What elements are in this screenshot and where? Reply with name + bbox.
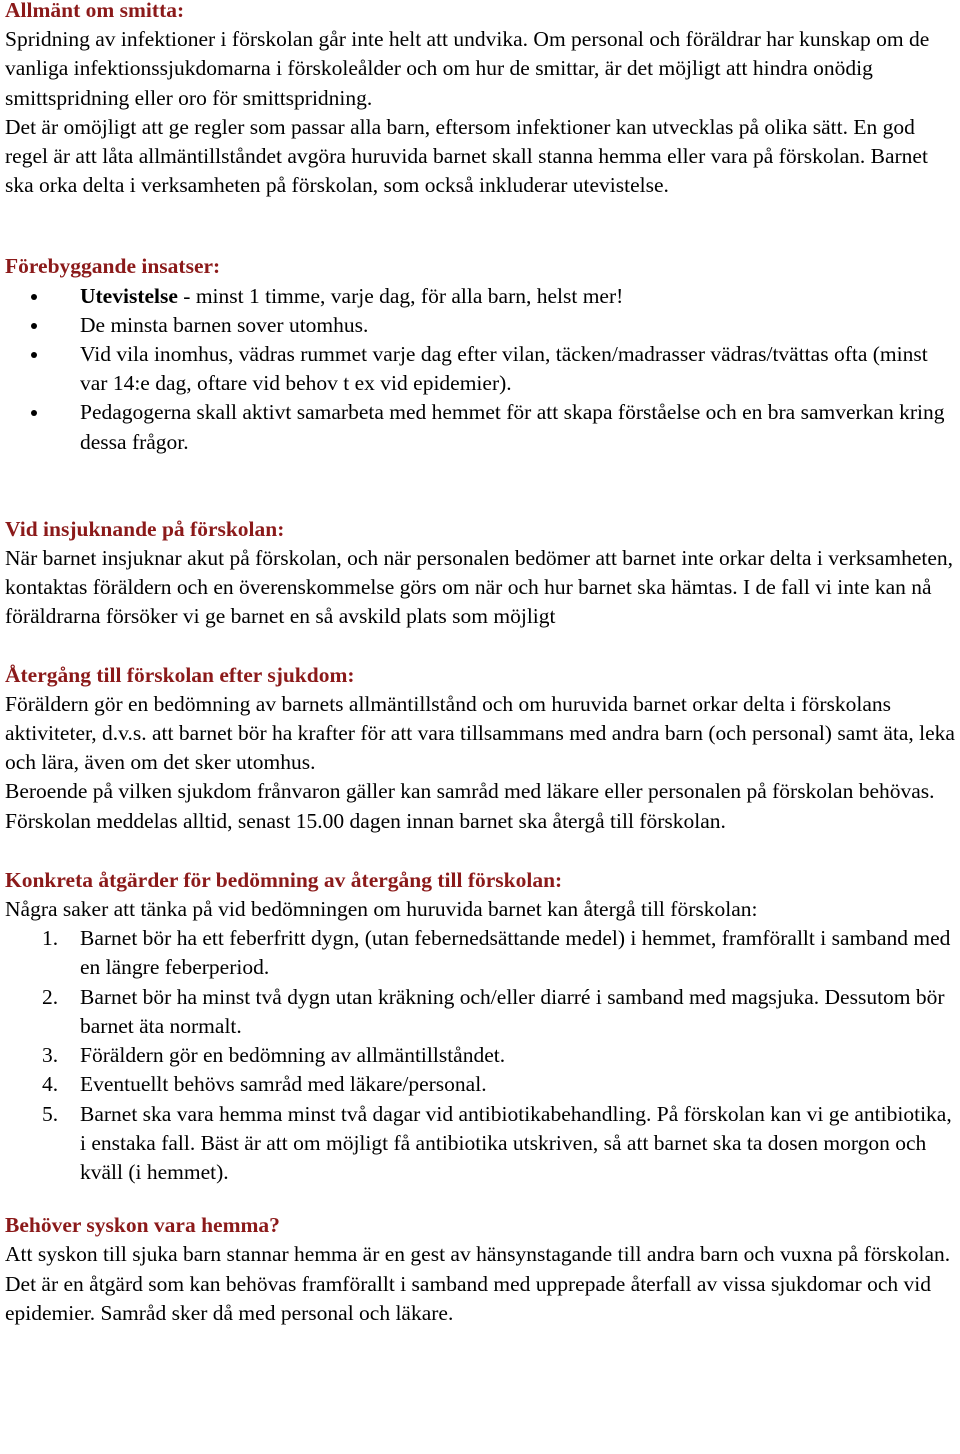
bullet-icon <box>31 352 37 358</box>
list-item-text: De minsta barnen sover utomhus. <box>80 312 369 337</box>
paragraph-siblings-epidemics: Det är en åtgärd som kan behövas framförallt i samband med upprepade återfall av vissa sjukdomar och vid epidemier. Samråd sker då med personal och läkare. <box>5 1271 931 1325</box>
list-item-text: Föräldern gör en bedömning av allmäntillståndet. <box>80 1043 506 1068</box>
list-item-bold-lead: Utevistelse <box>80 283 178 308</box>
bullet-icon <box>31 323 37 329</box>
list-item <box>5 340 957 398</box>
heading-concrete-measures: Konkreta åtgärder för bedömning av återgång till förskolan: <box>5 867 563 892</box>
list-number: 5. <box>42 1101 59 1126</box>
list-item <box>5 282 957 311</box>
list-item-text: Vid vila inomhus, vädras rummet varje dag efter vilan, täcken/madrasser vädras/tvättas ofta (minst var 14:e dag, oftare vid behov t ex vid epidemier). <box>80 342 928 396</box>
paragraph-notification: Förskolan meddelas alltid, senast 15.00 dagen innan barnet ska återgå till förskolan. <box>5 808 726 833</box>
paragraph-illness: När barnet insjuknar akut på förskolan, och när personalen bedömer att barnet inte orkar delta i verksamheten, kontaktas föräldern och en överenskommelse görs om när och hur barnet ska hämtas. I de fall vi inte kan nå föräldrarna försöker vi ge barnet en så avskild plats som möjligt <box>5 546 954 629</box>
list-item-text: Barnet bör ha minst två dygn utan kräkning och/eller diarré i samband med magsjuka. Dessutom bör barnet äta normalt. <box>80 984 945 1038</box>
paragraph-siblings-consideration: Att syskon till sjuka barn stannar hemma är en gest av hänsynstagande till andra barn och vuxna på förskolan. <box>5 1242 951 1267</box>
heading-illness-at-preschool: Vid insjuknande på förskolan: <box>5 516 285 541</box>
paragraph-consultation: Beroende på vilken sjukdom frånvaron gäller kan samråd med läkare eller personalen på förskolan behövas. <box>5 779 935 804</box>
heading-siblings: Behöver syskon vara hemma? <box>5 1213 280 1238</box>
paragraph-measures-intro: Några saker att tänka på vid bedömningen om huruvida barnet kan återgå till förskolan: <box>5 897 758 922</box>
bullet-icon <box>31 294 37 300</box>
paragraph-rules: Det är omöjligt att ge regler som passar alla barn, eftersom infektioner kan utvecklas på olika sätt. En god regel är att låta allmäntillståndet avgöra huruvida barnet skall stanna hemma eller vara på förskolan. Barnet ska orka delta i verksamheten på förskolan, som också inkluderar utevistelse. <box>5 114 928 198</box>
list-item-text: - minst 1 timme, varje dag, för alla barn, helst mer! <box>177 283 624 308</box>
list-item <box>5 1041 957 1070</box>
list-item-text: Pedagogerna skall aktivt samarbeta med hemmet för att skapa förståelse och en bra samverkan kring dessa frågor. <box>80 400 945 454</box>
list-item-text: Barnet ska vara hemma minst två dagar vid antibiotikabehandling. På förskolan kan vi ge antibiotika, i enstaka fall. Bäst är att om möjligt få antibiotika utskriven, så att barnet ska ta dosen morgon och kväll (i hemmet). <box>80 1101 952 1184</box>
measures-list <box>5 924 957 1187</box>
list-item <box>5 311 957 340</box>
heading-general-infection: Allmänt om smitta: <box>5 0 185 22</box>
list-item <box>5 1070 957 1099</box>
paragraph-return-assessment: Föräldern gör en bedömning av barnets allmäntillstånd och om huruvida barnet orkar delta i förskolans aktiviteter, d.v.s. att barnet bör ha krafter för att vara tillsammans med andra barn (och personal) samt äta, leka och lära, även om det sker utomhus. <box>5 691 955 775</box>
paragraph-spread: Spridning av infektioner i förskolan går inte helt att undvika. Om personal och föräldrar har kunskap om de vanliga infektionssjukdomarna i förskoleålder och om hur de smittar, är det möjligt att hindra onödig smittspridning eller oro för smittspridning. <box>5 27 930 110</box>
list-number: 2. <box>42 984 59 1009</box>
list-item-text: Barnet bör ha ett feberfritt dygn, (utan febernedsättande medel) i hemmet, framförallt i samband med en längre feberperiod. <box>80 926 951 980</box>
document-page <box>5 0 957 1328</box>
list-number: 1. <box>42 926 59 951</box>
heading-return: Återgång till förskolan efter sjukdom: <box>5 662 355 687</box>
heading-prevention: Förebyggande insatser: <box>5 254 221 279</box>
list-number: 3. <box>42 1043 59 1068</box>
list-item <box>5 1100 957 1188</box>
list-item <box>5 983 957 1041</box>
bullet-icon <box>31 410 37 416</box>
prevention-list <box>5 282 957 457</box>
list-item <box>5 398 957 456</box>
list-number: 4. <box>42 1072 59 1097</box>
list-item <box>5 924 957 982</box>
list-item-text: Eventuellt behövs samråd med läkare/personal. <box>80 1072 487 1097</box>
